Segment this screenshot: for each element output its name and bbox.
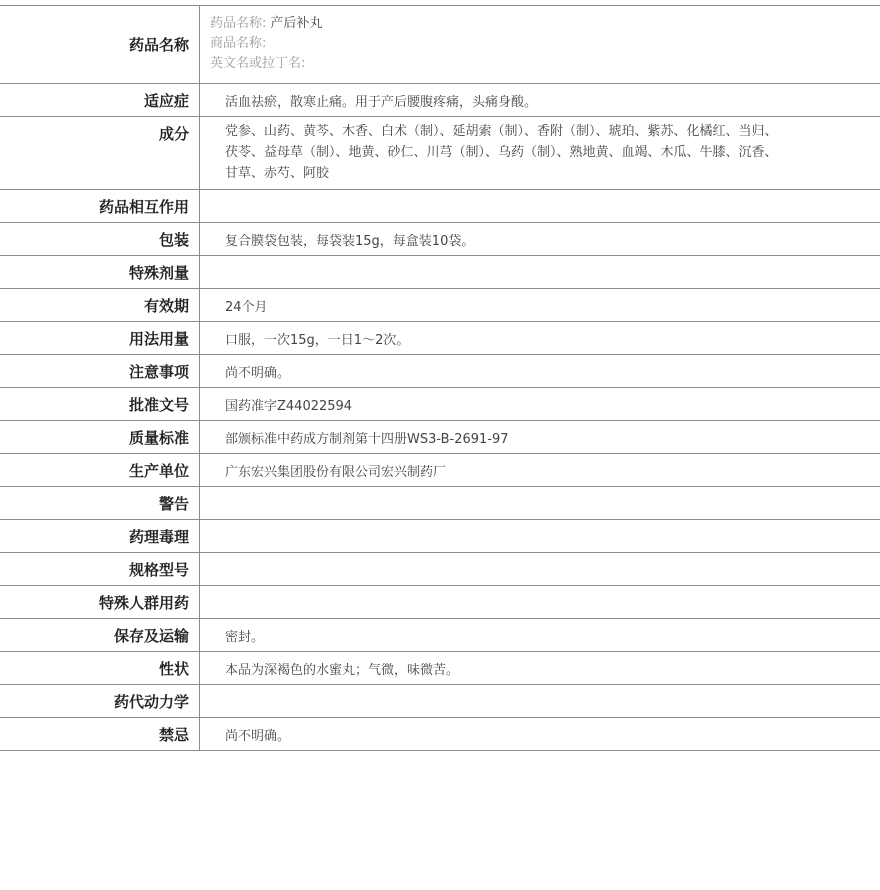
row-label: 包装 [0, 223, 200, 255]
row-label: 药品相互作用 [0, 190, 200, 222]
row-value: 密封。 [225, 629, 265, 645]
row-label: 成分 [0, 117, 200, 189]
row-value: 口服，一次15g，一日1～2次。 [225, 332, 410, 348]
row-label: 有效期 [0, 289, 200, 321]
row-approval-number [0, 388, 880, 421]
row-label: 性状 [0, 652, 200, 684]
row-value: 尚不明确。 [225, 728, 291, 744]
row-special-dosage [0, 256, 880, 289]
row-special-populations [0, 586, 880, 619]
row-value: 党参、山药、黄芩、木香、白术（制）、延胡索（制）、香附（制）、琥珀、紫苏、化橘红、当归、茯苓、益母草（制）、地黄、砂仁、川芎（制）、乌药（制）、熟地黄、血竭、木瓜、牛膝、沉香、甘草、赤芍、阿胶 [225, 124, 778, 181]
generic-name-value: 产后补丸 [270, 16, 323, 31]
row-packaging [0, 223, 880, 256]
row-usage-dosage [0, 322, 880, 355]
row-label: 生产单位 [0, 454, 200, 486]
row-label: 药代动力学 [0, 685, 200, 717]
row-storage [0, 619, 880, 652]
row-value: 部颁标准中药成方制剂第十四册WS3-B-2691-97 [225, 431, 509, 447]
row-drug-names [0, 6, 880, 84]
row-label: 禁忌 [0, 718, 200, 750]
row-value [200, 190, 880, 222]
row-label: 警告 [0, 487, 200, 519]
row-value [200, 586, 880, 618]
row-label: 用法用量 [0, 322, 200, 354]
row-interactions [0, 190, 880, 223]
row-label: 特殊人群用药 [0, 586, 200, 618]
latin-name-line [210, 54, 870, 74]
row-value: 广东宏兴集团股份有限公司宏兴制药厂 [225, 464, 447, 480]
drug-info-table [0, 5, 880, 751]
row-contraindications [0, 718, 880, 751]
row-value: 尚不明确。 [225, 365, 291, 381]
row-indications [0, 84, 880, 117]
row-precautions [0, 355, 880, 388]
row-pharmacology [0, 520, 880, 553]
row-specification [0, 553, 880, 586]
row-value [200, 685, 880, 717]
row-description [0, 652, 880, 685]
row-value: 国药准字Z44022594 [225, 398, 353, 414]
row-label: 规格型号 [0, 553, 200, 585]
row-shelf-life [0, 289, 880, 322]
trade-name-line [210, 34, 870, 54]
row-value [200, 553, 880, 585]
drug-names-block [200, 6, 880, 83]
latin-name-key: 英文名或拉丁名: [210, 56, 306, 71]
row-value: 本品为深褐色的水蜜丸；气微，味微苦。 [225, 662, 460, 678]
row-value [200, 520, 880, 552]
row-label: 适应症 [0, 84, 200, 116]
row-value: 复合膜袋包装，每袋装15g，每盒装10袋。 [225, 233, 475, 249]
generic-name-line [210, 14, 870, 34]
row-ingredients [0, 117, 880, 190]
trade-name-key: 商品名称: [210, 36, 267, 51]
row-value: 活血祛瘀，散寒止痛。用于产后腰腹疼痛，头痛身酸。 [225, 94, 538, 110]
generic-name-key: 药品名称: [210, 16, 267, 31]
row-label: 药品名称 [0, 6, 200, 83]
row-quality-standard [0, 421, 880, 454]
row-label: 药理毒理 [0, 520, 200, 552]
row-label: 特殊剂量 [0, 256, 200, 288]
row-label: 质量标准 [0, 421, 200, 453]
row-label: 注意事项 [0, 355, 200, 387]
row-label: 批准文号 [0, 388, 200, 420]
row-value: 24个月 [225, 299, 268, 315]
row-manufacturer [0, 454, 880, 487]
row-value [200, 487, 880, 519]
row-warning [0, 487, 880, 520]
row-label: 保存及运输 [0, 619, 200, 651]
row-value [200, 256, 880, 288]
row-pharmacokinetics [0, 685, 880, 718]
